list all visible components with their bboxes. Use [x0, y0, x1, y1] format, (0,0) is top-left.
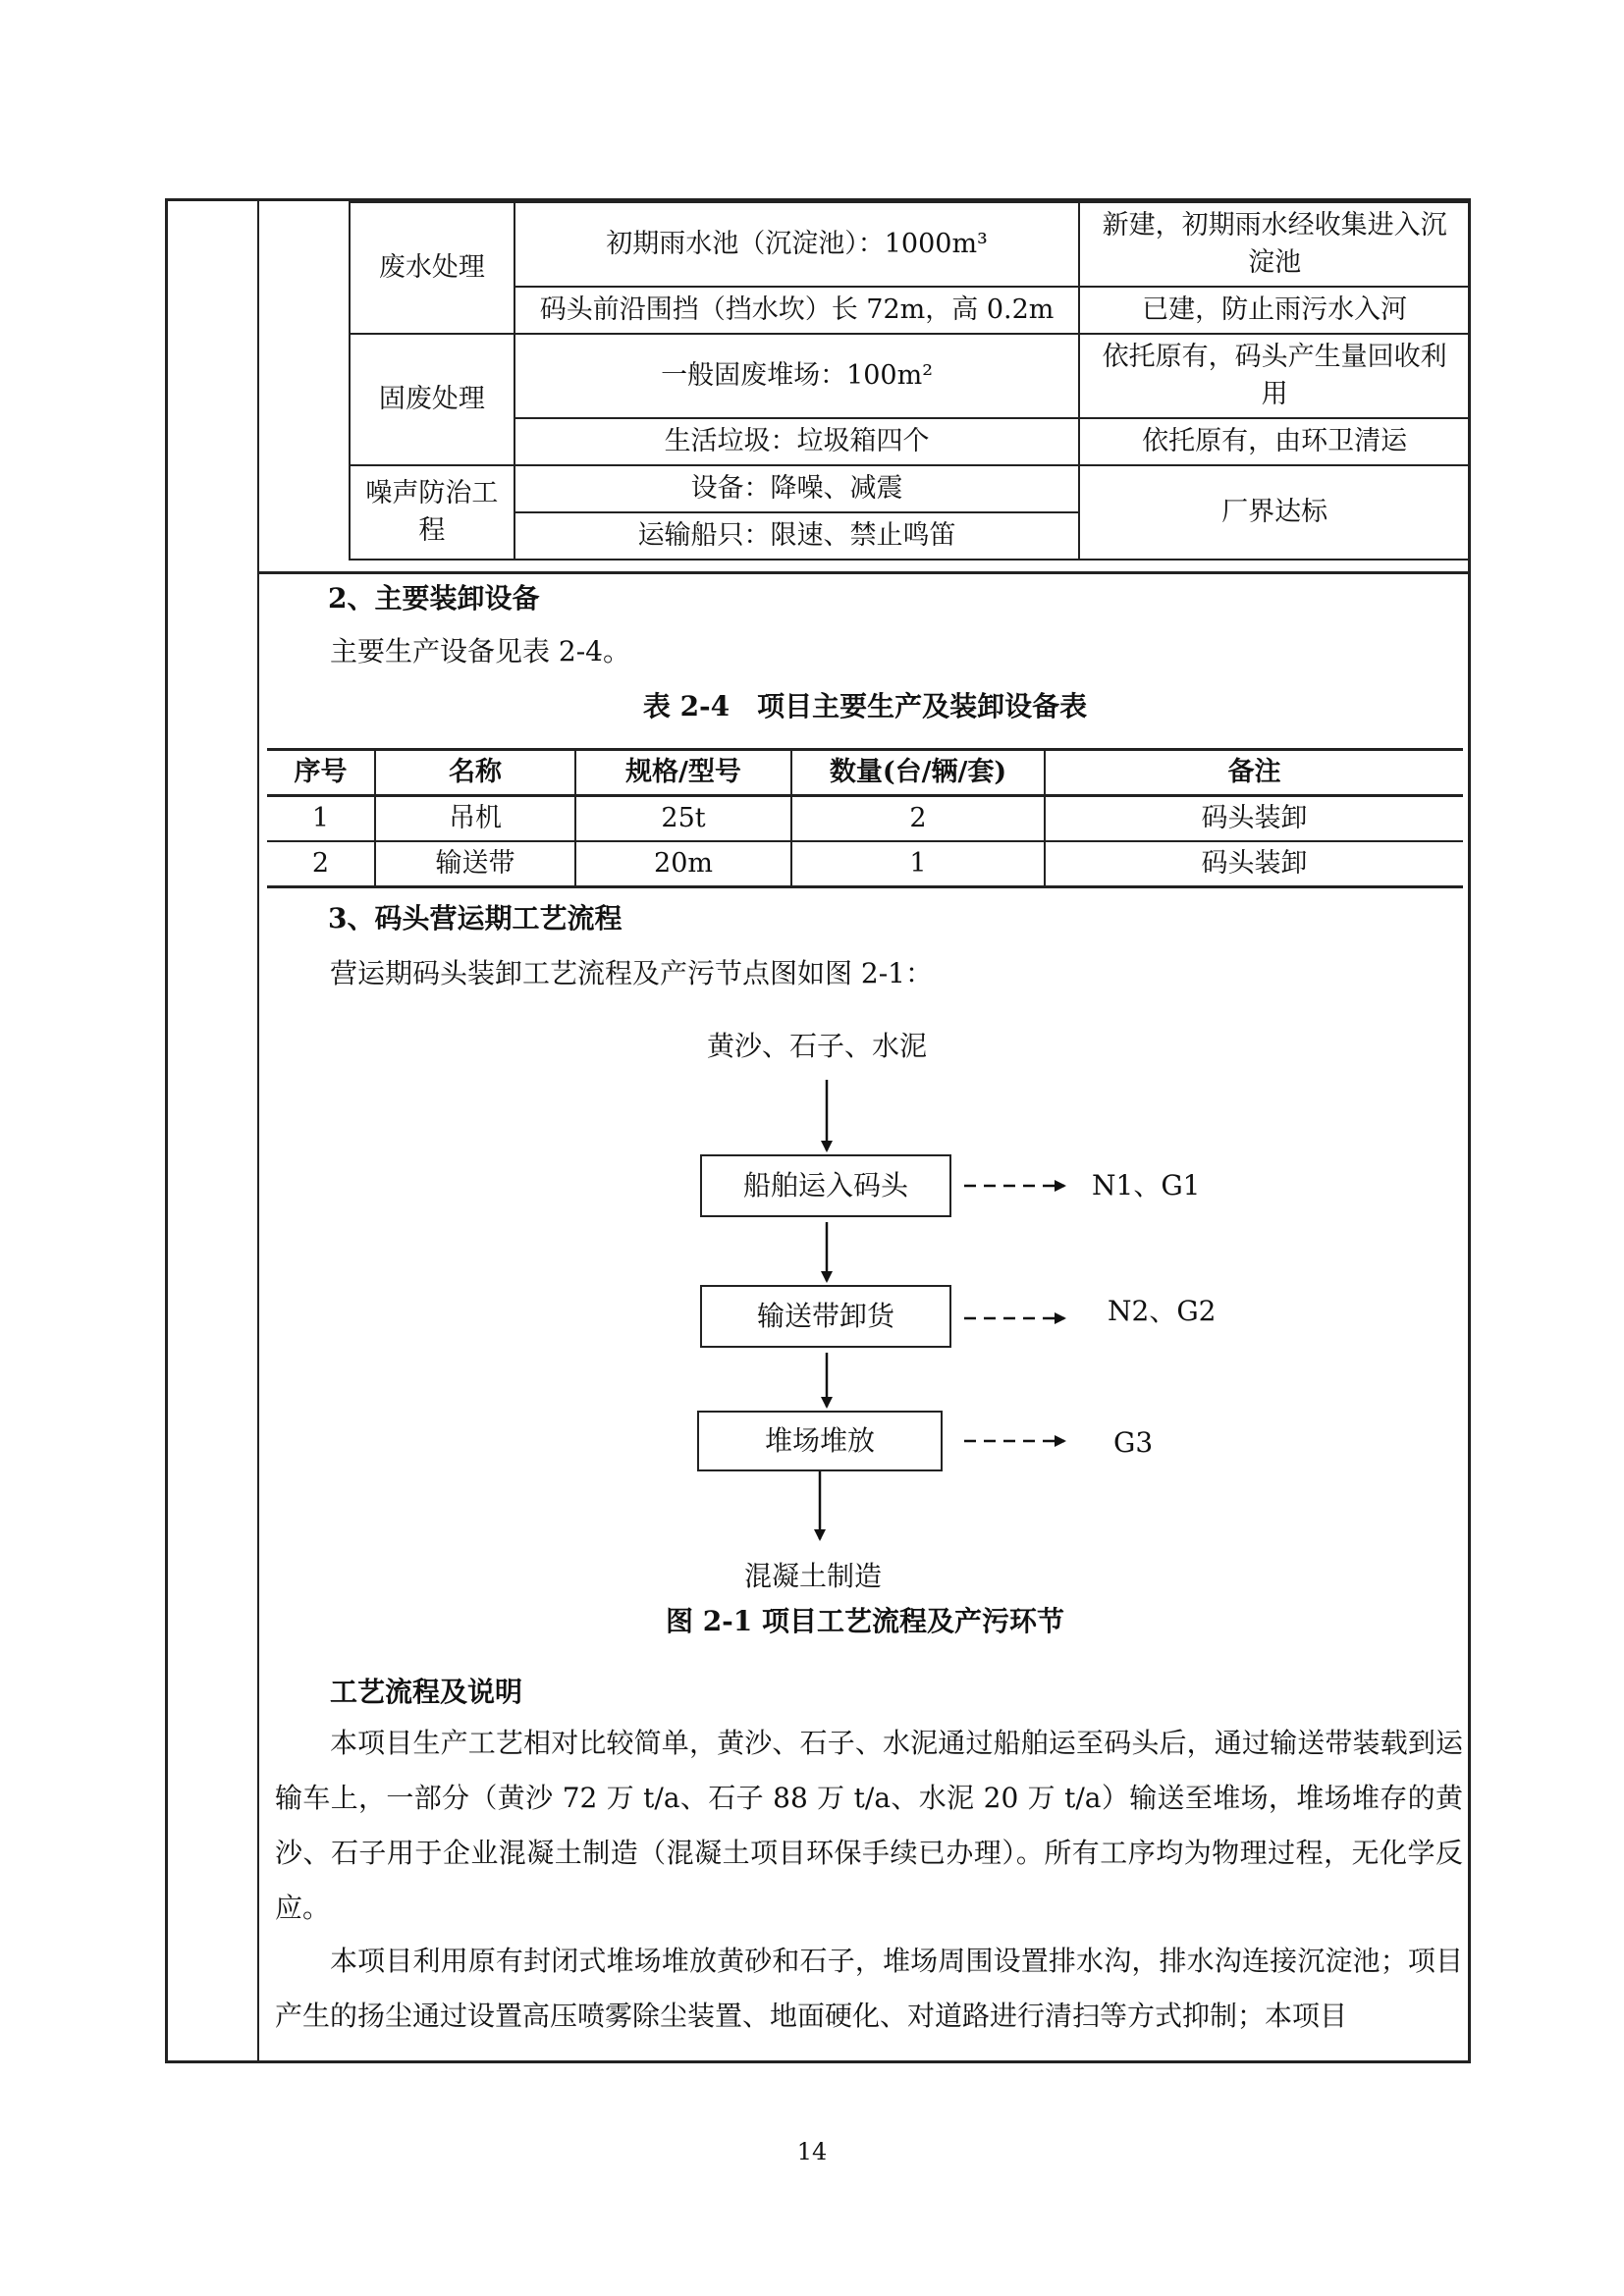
category-cell: 噪声防治工程 — [350, 465, 514, 560]
table-cell: 码头装卸 — [1045, 796, 1463, 842]
category-cell: 废水处理 — [350, 202, 514, 334]
column-header: 序号 — [267, 750, 375, 796]
table-cell: 2 — [267, 841, 375, 887]
figure-caption: 图 2-1 项目工艺流程及产污环节 — [665, 1605, 1065, 1637]
note-cell: 厂界达标 — [1079, 465, 1470, 560]
measure-cell: 设备：降噪、减震 — [514, 465, 1080, 512]
emission-label: N2、G2 — [1108, 1295, 1217, 1327]
description-paragraph: 本项目利用原有封闭式堆场堆放黄砂和石子，堆场周围设置排水沟，排水沟连接沉淀池；项目产生的扬尘通过设置高压喷雾除尘装置、地面硬化、对道路进行清扫等方式抑制；本项目 — [275, 1945, 1463, 2032]
note-cell: 依托原有，由环卫清运 — [1079, 418, 1470, 465]
emission-label: N1、G1 — [1092, 1169, 1201, 1201]
flow-end-label: 混凝土制造 — [744, 1560, 883, 1592]
column-header: 备注 — [1045, 750, 1463, 796]
note-cell: 依托原有，码头产生量回收利用 — [1079, 334, 1470, 418]
description-heading: 工艺流程及说明 — [330, 1676, 523, 1708]
section-intro-process: 营运期码头装卸工艺流程及产污节点图如图 2-1： — [330, 957, 933, 989]
section-heading-process: 3、码头营运期工艺流程 — [328, 902, 623, 934]
column-header: 数量(台/辆/套) — [791, 750, 1045, 796]
table-cell: 吊机 — [375, 796, 575, 842]
flow-step-box: 船舶运入码头 — [700, 1154, 951, 1217]
section-intro-equipment: 主要生产设备见表 2-4。 — [330, 635, 630, 667]
table-cell: 1 — [267, 796, 375, 842]
column-header: 规格/型号 — [575, 750, 791, 796]
table-title: 表 2-4 项目主要生产及装卸设备表 — [642, 690, 1088, 722]
description-paragraph: 本项目生产工艺相对比较简单，黄沙、石子、水泥通过船舶运至码头后，通过输送带装载到运输车上，一部分（黄沙 72 万 t/a、石子 88 万 t/a、水泥 20 万 t/a）输送至堆场，堆场堆存的黄沙、石子用于企业混凝土制造（混凝土项目环保手续已办理）。所有工序均为物理过程，无化学反应。 — [275, 1727, 1463, 1924]
measure-cell: 码头前沿围挡（挡水坎）长 72m，高 0.2m — [514, 287, 1080, 334]
table-cell: 码头装卸 — [1045, 841, 1463, 887]
column-header: 名称 — [375, 750, 575, 796]
note-cell: 已建，防止雨污水入河 — [1079, 287, 1470, 334]
table-cell: 20m — [575, 841, 791, 887]
page-number: 14 — [796, 2138, 828, 2165]
table-cell: 2 — [791, 796, 1045, 842]
flow-step-box: 输送带卸货 — [700, 1285, 951, 1348]
table-cell: 25t — [575, 796, 791, 842]
measure-cell: 生活垃圾：垃圾箱四个 — [514, 418, 1080, 465]
table-cell: 输送带 — [375, 841, 575, 887]
section-heading-equipment: 2、主要装卸设备 — [328, 582, 540, 614]
measure-cell: 运输船只：限速、禁止鸣笛 — [514, 512, 1080, 560]
category-cell: 固废处理 — [350, 334, 514, 465]
emission-label: G3 — [1113, 1426, 1154, 1459]
table-cell: 1 — [791, 841, 1045, 887]
measure-cell: 一般固废堆场：100m² — [514, 334, 1080, 418]
measure-cell: 初期雨水池（沉淀池）：1000m³ — [514, 202, 1080, 287]
note-cell: 新建，初期雨水经收集进入沉淀池 — [1079, 202, 1470, 287]
flow-input-label: 黄沙、石子、水泥 — [707, 1030, 928, 1062]
flow-step-box: 堆场堆放 — [697, 1411, 943, 1471]
